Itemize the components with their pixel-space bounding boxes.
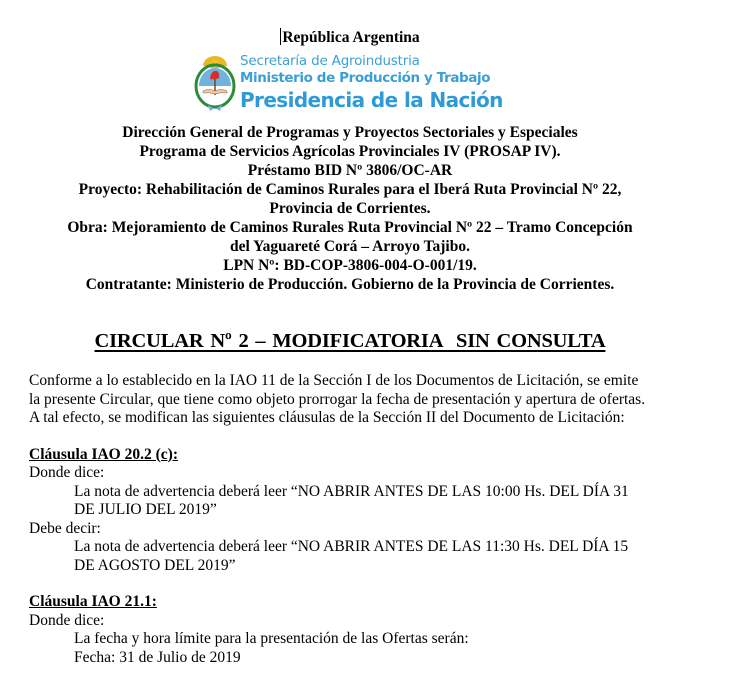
donde-dice-label: Donde dice:	[29, 464, 105, 481]
clause-line: La nota de advertencia deberá leer “NO ABRIR ANTES DE LAS 11:30 Hs. DEL DÍA 15	[74, 538, 629, 555]
circular-title-text: CIRCULAR Nº 2 – MODIFICATORIA SIN CONSULTA	[94, 330, 606, 352]
clause-title: Cláusula IAO 21.1:	[29, 593, 157, 610]
debe-decir-label: Debe decir:	[29, 519, 101, 537]
government-logo	[194, 53, 524, 117]
clause-line: La fecha y hora límite para la presentación de las Ofertas serán:	[74, 630, 469, 647]
clause-section	[29, 593, 719, 667]
header-line-prestamo: Préstamo BID Nº 3806/OC-AR	[247, 162, 453, 179]
clause-line: DE JULIO DEL 2019”	[74, 501, 217, 518]
header-line-obra-cont: del Yaguareté Corá – Arroyo Tajibo.	[230, 238, 470, 255]
country-heading	[0, 28, 700, 47]
intro-line: la presente Circular, que tiene como objeto prorrogar la fecha de presentación y apertura de ofertas.	[29, 390, 646, 408]
header-line-direccion: Dirección General de Programas y Proyectos Sectoriales y Especiales	[122, 124, 578, 141]
intro-line: Conforme a lo establecido en la IAO 11 de la Sección I de los Documentos de Licitación, se emite	[29, 372, 639, 389]
argentina-coat-of-arms-icon	[194, 53, 236, 113]
country-text: República Argentina	[282, 29, 420, 46]
logo-line-presidencia: Presidencia de la Nación	[240, 88, 503, 112]
document-body	[29, 372, 719, 667]
header-line-lpn: LPN Nº: BD-COP-3806-004-O-001/19.	[223, 257, 477, 274]
header-line-programa: Programa de Servicios Agrícolas Provinciales IV (PROSAP IV).	[139, 143, 561, 160]
donde-dice-text	[29, 630, 719, 667]
clause-section	[29, 446, 719, 576]
logo-line-secretaria: Secretaría de Agroindustria	[240, 53, 420, 69]
document-header	[0, 123, 700, 294]
clause-line: Fecha: 31 de Julio de 2019	[74, 648, 241, 666]
clause-line: DE AGOSTO DEL 2019”	[74, 556, 236, 574]
header-line-obra: Obra: Mejoramiento de Caminos Rurales Ruta Provincial Nº 22 – Tramo Concepción	[67, 219, 633, 236]
circular-title	[0, 328, 700, 354]
donde-dice-label: Donde dice:	[29, 611, 105, 629]
intro-paragraph	[29, 372, 719, 428]
header-line-proyecto: Proyecto: Rehabilitación de Caminos Rurales para el Iberá Ruta Provincial Nº 22,	[78, 181, 622, 198]
clause-line: La nota de advertencia deberá leer “NO ABRIR ANTES DE LAS 10:00 Hs. DEL DÍA 31	[74, 482, 629, 500]
intro-line: A tal efecto, se modifican las siguientes cláusulas de la Sección II del Documento de Licitación:	[29, 409, 625, 426]
donde-dice-text	[29, 483, 719, 520]
logo-line-ministerio: Ministerio de Producción y Trabajo	[240, 70, 491, 86]
clause-title: Cláusula IAO 20.2 (c):	[29, 445, 178, 463]
header-line-contratante: Contratante: Ministerio de Producción. Gobierno de la Provincia de Corrientes.	[85, 276, 615, 293]
debe-decir-text	[29, 538, 719, 575]
header-line-provincia: Provincia de Corrientes.	[269, 200, 431, 217]
